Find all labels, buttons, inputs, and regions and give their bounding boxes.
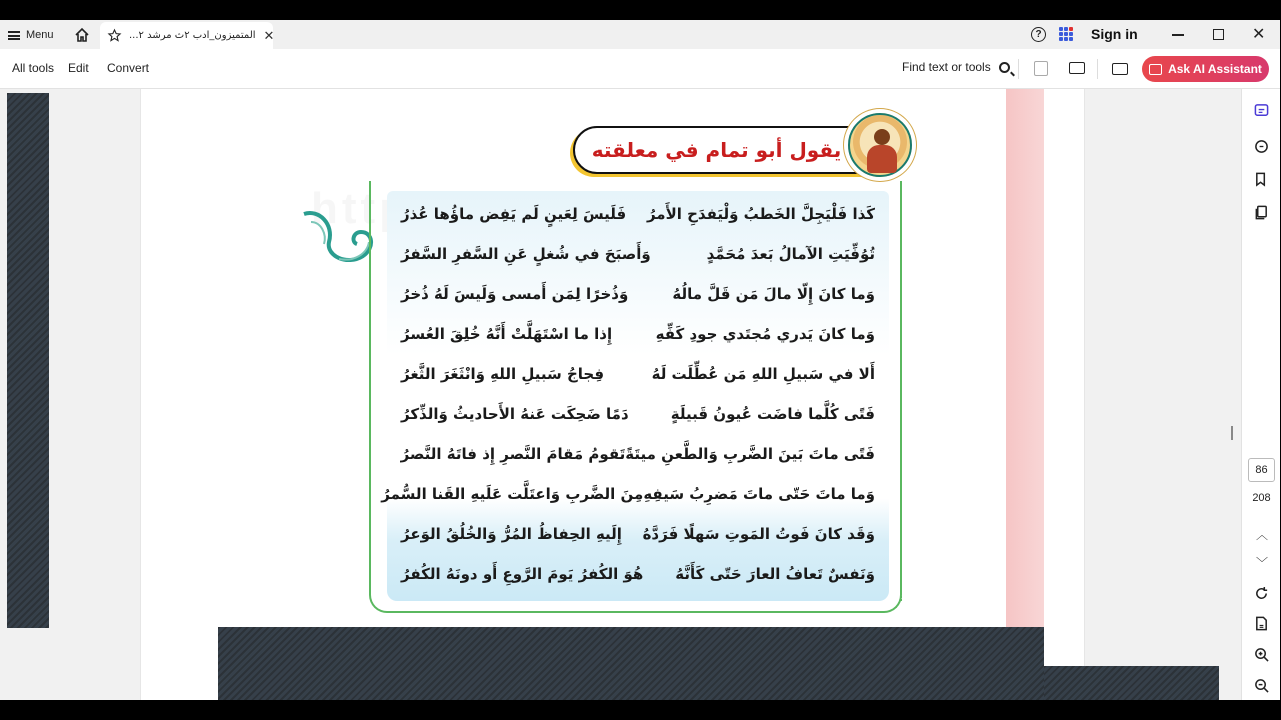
verse-second-hemistich: تَقومُ مَقامَ النَّصرِ إِذ فاتَهُ النَّصرُ [400,445,626,463]
verse-row [401,514,875,554]
poet-illustration-icon [848,113,912,177]
verse-first-hemistich: وَما ماتَ حَتّى ماتَ مَضرِبُ سَيفِهِ [643,485,875,503]
verse-row [381,474,875,514]
verse-second-hemistich: إِذا ما اسْتَهَلَّتْ أَنَّهُ خُلِقَ العُسرُ [401,325,613,343]
verse-first-hemistich: أَلا في سَبيلِ اللهِ مَن عُطِّلَت لَهُ [651,365,875,383]
ask-ai-label: Ask AI Assistant [1168,62,1262,76]
minimize-icon[interactable] [1172,34,1184,36]
verse-first-hemistich: فَتًى كُلَّما فاضَت عُيونُ قَبيلَةٍ [670,405,875,423]
find-label: Find text or tools [902,60,991,74]
verse-row [401,434,875,474]
document-viewport[interactable] [0,89,1241,700]
hamburger-icon [8,31,20,40]
verse-second-hemistich: إِلَيهِ الحِفاظُ المُرُّ وَالخُلُقُ الوَعرُ [401,525,622,543]
dark-page-edge [7,93,49,628]
verse-row [401,554,875,594]
toolbar [0,49,1280,89]
document-page [140,89,1085,700]
poem-frame [369,181,902,613]
current-page-input[interactable]: 86 [1248,458,1275,482]
verse-second-hemistich: فِجاجُ سَبيلِ اللهِ وَانْثَغَرَ الثَّغرُ [401,365,605,383]
chevron-up-icon[interactable]: ︿ [1256,528,1269,542]
chevron-down-icon[interactable]: ﹀ [1256,556,1269,570]
help-icon[interactable]: ? [1031,27,1046,42]
page-side-band [1006,89,1044,627]
right-tool-panel [1241,89,1280,700]
verse-row [401,394,875,434]
search-icon [999,62,1010,73]
find-tools-button[interactable] [902,60,1010,74]
frame-dotted-edge [900,181,902,601]
verse-first-hemistich: تُوُفِّيَتِ الآمالُ بَعدَ مُحَمَّدٍ [706,245,875,263]
tab-close-icon[interactable]: ✕ [263,27,275,43]
star-icon[interactable] [108,29,121,42]
verse-row [401,194,875,234]
verse-second-hemistich: وَأَصبَحَ في شُغلٍ عَنِ السَّفرِ السَّفرُ [401,245,651,263]
app-window [0,20,1280,700]
ask-ai-button[interactable] [1142,56,1269,82]
decorative-wave-icon [299,204,379,269]
dark-page-edge [1044,666,1219,700]
verse-first-hemistich: كَذا فَلْيَجِلَّ الخَطبُ وَلْيَفدَحِ الأَمرُ [646,205,875,223]
menu-button[interactable] [8,25,54,45]
total-pages: 208 [1252,492,1271,504]
vertical-scrollbar[interactable] [1231,426,1233,440]
verse-first-hemistich: فَتًى ماتَ بَينَ الضَّربِ وَالطَّعنِ ميتَةً [625,445,875,463]
verse-second-hemistich: هُوَ الكُفرُ يَومَ الرَّوعِ أَو دونَهُ الكُفرُ [401,565,644,583]
verse-row [401,314,875,354]
mail-icon[interactable] [1112,63,1128,75]
verse-second-hemistich: مِنَ الضَّربِ وَاعتَلَّت عَلَيهِ القَنا السُّمرُ [381,485,644,503]
verse-row [401,234,875,274]
zoom-out-icon[interactable] [1254,678,1269,693]
rotate-icon[interactable] [1254,586,1269,601]
home-icon [74,27,90,43]
verse-first-hemistich: وَما كانَ يَدري مُجتَدي جودِ كَفِّهِ [655,325,875,343]
toolbar-divider [1018,59,1019,79]
tab-bar [0,20,1280,49]
pages-icon[interactable] [1254,205,1269,220]
home-button[interactable] [72,25,92,45]
toolbar-divider [1097,59,1098,79]
menu-label: Menu [26,29,54,41]
comment-icon[interactable] [1254,139,1269,154]
verse-first-hemistich: وَقَد كانَ فَوتُ المَوتِ سَهلًا فَرَدَّهُ [642,525,875,543]
dark-page-edge [218,627,1044,700]
verse-second-hemistich: فَلَيسَ لِعَينٍ لَم يَفِض ماؤُها عُذرُ [401,205,627,223]
tab-title: المتميزون_ادب ٢ث مرشد ٢... [129,30,256,41]
verse-second-hemistich: وَذُخرًا لِمَن أَمسى وَلَيسَ لَهُ ذُخرُ [401,285,629,303]
page-thumbnail-icon[interactable] [1254,616,1269,631]
maximize-icon[interactable] [1213,29,1224,40]
window-close-icon[interactable]: ✕ [1252,26,1266,43]
ai-assistant-icon [1149,64,1162,75]
tab-document[interactable] [100,22,273,49]
ai-chat-icon[interactable] [1254,103,1269,118]
zoom-in-icon[interactable] [1254,647,1269,662]
verse-first-hemistich: وَما كانَ إِلّا مالَ مَن قَلَّ مالُهُ [672,285,875,303]
verse-second-hemistich: دَمًا ضَحِكَت عَنهُ الأَحاديثُ وَالذِّكرُ [401,405,629,423]
sign-in-button[interactable]: Sign in [1091,26,1138,42]
page-title: يقول أبو تمام في معلقته [591,138,842,162]
verse-row [401,354,875,394]
verse-row [401,274,875,314]
verse-first-hemistich: وَنَفسٌ تَعافُ العارَ حَتّى كَأَنَّهُ [675,565,875,583]
apps-grid-icon[interactable] [1059,27,1073,41]
save-icon[interactable] [1034,61,1048,76]
bookmark-icon[interactable] [1254,172,1269,187]
convert-menu[interactable]: Convert [107,61,150,75]
edit-menu[interactable]: Edit [68,61,89,75]
all-tools-menu[interactable]: All tools [12,61,55,75]
print-icon[interactable] [1069,62,1085,74]
